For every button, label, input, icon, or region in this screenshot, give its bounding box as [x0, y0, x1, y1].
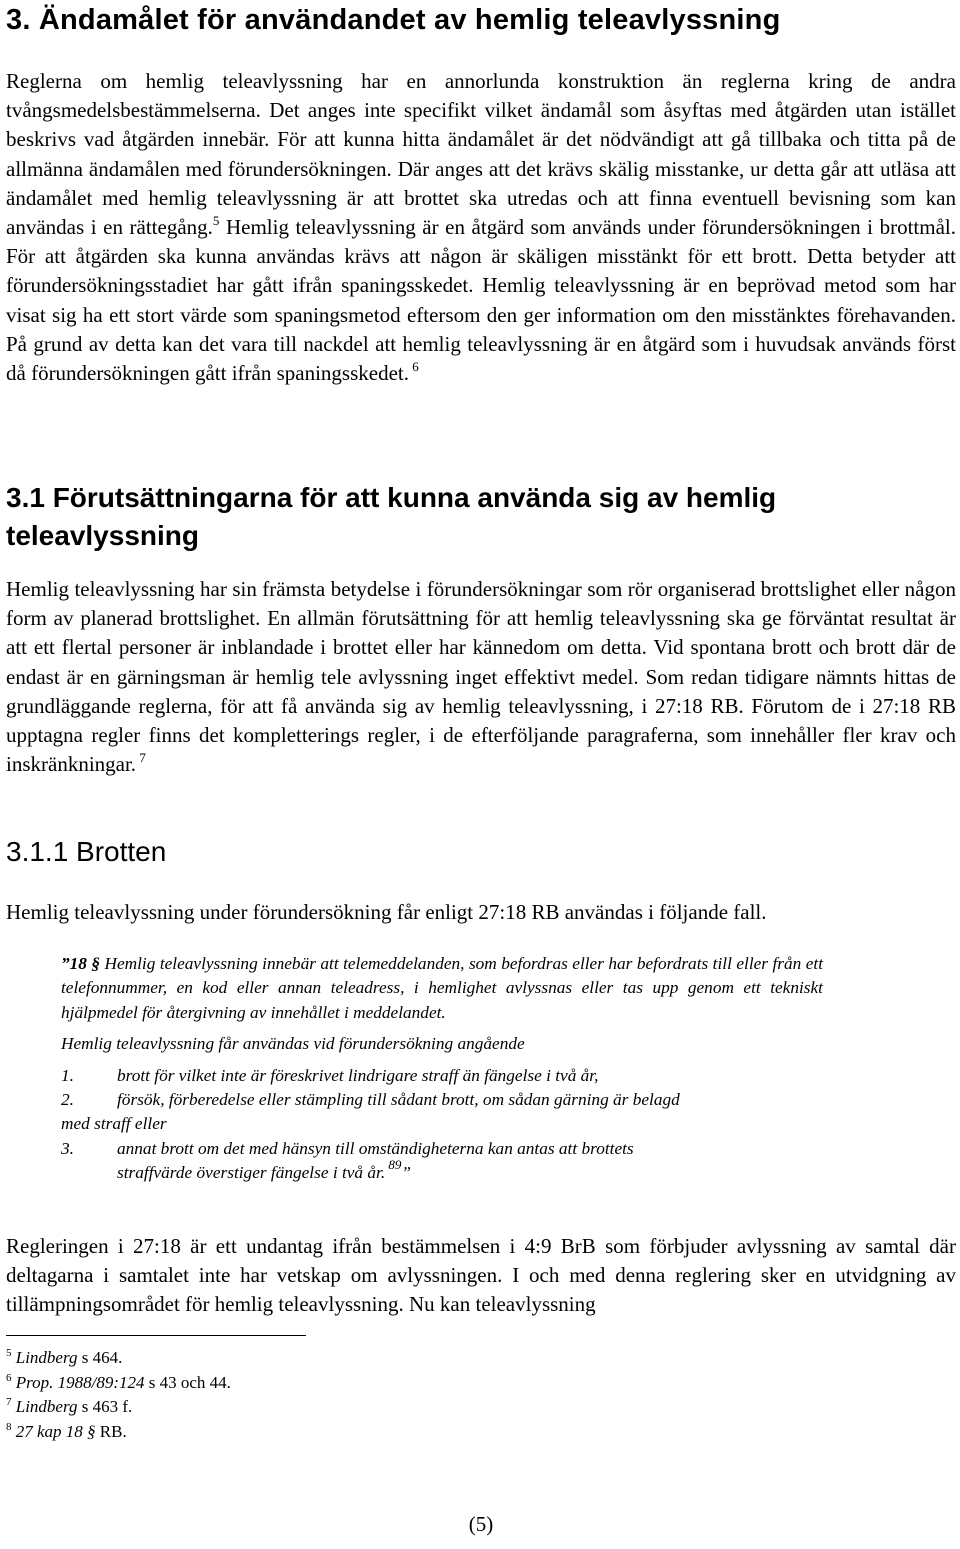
intro-paragraph	[6, 67, 956, 388]
quote-paragraph-1	[61, 952, 823, 1025]
footnote-item	[6, 1420, 231, 1445]
section-3-1-text: Hemlig teleavlyssning har sin främsta betydelse i förundersökningar som rör organiserad brottslighet eller någon form av planerad brottslighet. En allmän förutsättning för att hemlig teleavlyssning ska ge förväntat resultat är att ett flertal personer är inblandade i brottet eller har kännedom om detta. Vid spontana brott och brott där de endast är en gärningsman är hemlig tele avlyssning inget effektivt medel. Som redan tidigare nämnts hittas de grundläggande reglerna, för att få använda sig av hemlig teleavlyssning, i 27:18 RB. Förutom de i 27:18 RB upptagna regler finns det kompletterings regler, i de efterföljande paragraferna, som innehåller fler krav och inskränkningar.	[6, 577, 956, 777]
footnote-number: 5	[6, 1347, 12, 1359]
quote-list	[61, 1064, 823, 1186]
footnote-source: Prop. 1988/89:124	[15, 1372, 145, 1392]
footnote-item	[6, 1395, 231, 1420]
footnote-detail: s 43 och 44.	[144, 1372, 231, 1392]
continuation-paragraph: Regleringen i 27:18 är ett undantag ifrån bestämmelsen i 4:9 BrB som förbjuder avlyssning av samtal där deltagarna i samtalet inte har vetskap om avlyssningen. I och med denna reglering sker en utvidgning av tillämpningsområdet för hemlig teleavlyssning. Nu kan teleavlyssning	[6, 1234, 956, 1317]
footnote-detail: s 463 f.	[77, 1397, 133, 1417]
quote-list-item	[61, 1064, 823, 1088]
footnote-number: 8	[6, 1420, 12, 1433]
footnote-source: Lindberg	[15, 1348, 78, 1367]
quote-close-mark: ”	[401, 1163, 412, 1183]
footnote-source: Lindberg	[15, 1397, 78, 1417]
section-heading-3-1-1: 3.1.1 Brotten	[6, 836, 167, 867]
section-heading-3-1: 3.1 Förutsättningarna för att kunna använda sig av hemlig teleavlyssning	[6, 482, 777, 551]
intro-text-2: Hemlig teleavlyssning är en åtgärd som används under förundersökningen i brottmål. För att åtgärden ska kunna användas krävs att någon är skäligen misstänkt för ett brott. Detta betyder att förundersökningsstadiet har gått ifrån spaningsskedet. Hemlig teleavlyssning är en beprövad metod som har visat sig ha ett stort värde som spaningsmetod eftersom den ger information om den misstänktes förehavanden. På grund av detta kan det vara till nackdel att hemlig teleavlyssning är en åtgärd som i huvudsak används först då förundersökningen gått ifrån spaningsskedet.	[6, 215, 956, 386]
section-3-1-paragraph	[6, 575, 956, 779]
footnote-detail: s 464.	[77, 1348, 123, 1367]
list-item-continuation-text: straffvärde överstiger fängelse i två år.	[117, 1163, 386, 1183]
quote-list-item	[61, 1088, 823, 1112]
list-item-text: försök, förberedelse eller stämpling till sådant brott, om sådan gärning är belagd	[117, 1090, 680, 1110]
footnote-source: 27 kap 18 §	[15, 1421, 96, 1441]
footnote-divider	[6, 1335, 306, 1336]
list-item-number: 1.	[61, 1065, 74, 1085]
footnote-detail: RB.	[95, 1421, 127, 1441]
law-quote-block	[61, 952, 823, 1186]
page-number: (5)	[468, 1512, 494, 1536]
footnote-ref-8-9[interactable]: 89	[385, 1157, 402, 1173]
list-item-text: brott för vilket inte är föreskrivet lindrigare straff än fängelse i två år,	[117, 1065, 599, 1085]
quote-paragraph-2: Hemlig teleavlyssning får användas vid förundersökning angående	[61, 1034, 525, 1054]
chapter-heading: 3. Ändamålet för användandet av hemlig teleavlyssning	[6, 4, 781, 36]
footnote-ref-6[interactable]: 6	[408, 359, 419, 375]
list-item-text: annat brott om det med hänsyn till omständigheterna kan antas att brottets	[117, 1138, 634, 1158]
footnote-item	[6, 1346, 231, 1371]
intro-text-1: Reglerna om hemlig teleavlyssning har en annorlunda konstruktion än reglerna kring de andra tvångsmedelsbestämmelserna. Det anges inte specifikt vilket ändamål som åsyftas med åtgärden utan istället beskrivs vad åtgärden innebär. För att kunna hitta ändamålet är det nödvändigt att gå tillbaka och titta på de allmänna ändamålen med förundersökningen. Där anges att det krävs skälig misstanke, ur detta går att utläsa att ändamålet med hemlig teleavlyssning är att brottet ska utredas och att finna eventuell bevisning som kan användas i en rättegång.	[6, 69, 956, 240]
quote-list-item	[61, 1137, 823, 1161]
footnote-number: 6	[6, 1371, 12, 1384]
quote-text-1: Hemlig teleavlyssning innebär att telemeddelanden, som befordras eller har befordrats till eller från ett telefonnummer, en kod eller annan teleadress, i hemlighet avlyssnas eller tas upp genom ett tekniskt hjälpmedel för återgivning av innehållet i meddelandet.	[61, 954, 824, 1022]
footnote-ref-5[interactable]: 5	[212, 213, 220, 229]
footnote-ref-7[interactable]: 7	[136, 750, 146, 766]
quote-section-mark: ”18 §	[61, 954, 105, 973]
list-item-continuation: med straff eller	[61, 1114, 167, 1134]
list-item-number: 2.	[61, 1090, 74, 1110]
footnote-item	[6, 1371, 231, 1396]
footnotes	[6, 1346, 231, 1444]
list-item-number: 3.	[61, 1138, 74, 1158]
list-item-continuation	[61, 1157, 823, 1185]
footnote-number: 7	[6, 1396, 12, 1409]
section-3-1-1-paragraph: Hemlig teleavlyssning under förundersökning får enligt 27:18 RB användas i följande fall.	[6, 900, 767, 924]
